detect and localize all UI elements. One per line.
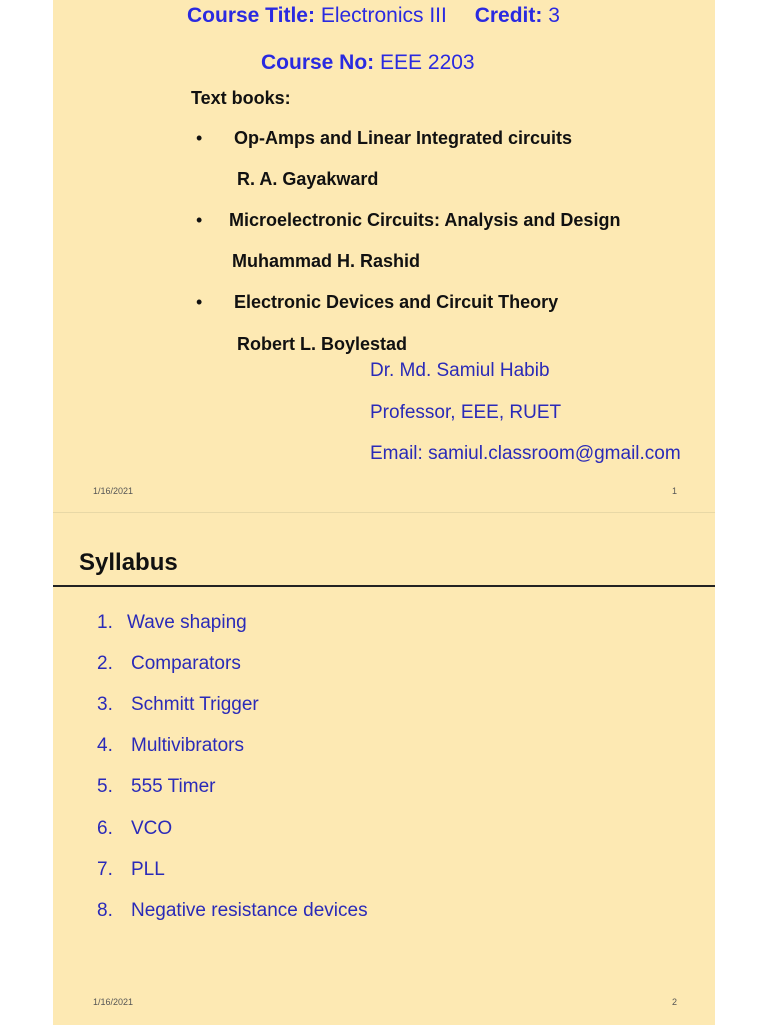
course-title-value: Electronics III [320,4,447,27]
footer-date: 1/16/2021 [93,486,134,496]
syllabus-item [97,735,244,757]
bullet-icon: • [196,292,203,312]
textbook-title: Op-Amps and Linear Integrated circuits [234,128,573,148]
syllabus-item [97,653,241,675]
item-number: 5. [97,776,113,797]
heading-divider [53,585,715,587]
footer-page-number: 1 [671,486,677,496]
slide-1 [53,0,715,512]
syllabus-item [97,818,172,840]
item-text: Negative resistance devices [131,900,368,921]
textbooks-heading: Text books: [191,88,291,108]
item-text: 555 Timer [131,776,216,797]
syllabus-item [97,694,259,716]
item-number: 4. [97,735,113,756]
instructor-name: Dr. Md. Samiul Habib [370,360,550,381]
bullet-icon: • [196,128,203,148]
item-number: 2. [97,653,113,674]
item-text: Multivibrators [131,735,244,756]
course-title-line [187,4,560,28]
syllabus-item [97,612,247,634]
course-no-line [261,51,475,75]
textbook-title: Electronic Devices and Circuit Theory [234,292,559,312]
item-text: PLL [131,859,165,880]
credit-value: 3 [548,4,560,27]
course-no-label: Course No: [261,51,375,74]
item-text: Wave shaping [127,612,247,633]
item-number: 3. [97,694,113,715]
item-text: VCO [131,818,173,839]
textbook-author: Robert L. Boylestad [237,334,408,354]
course-title-label: Course Title: [187,4,315,27]
syllabus-item [97,859,165,881]
footer-page-number: 2 [671,997,677,1007]
item-text: Schmitt Trigger [131,694,259,715]
credit-group [475,4,560,27]
slide-2 [53,512,715,1025]
instructor-title: Professor, EEE, RUET [370,402,562,423]
textbook-author: Muhammad H. Rashid [232,251,421,271]
syllabus-heading: Syllabus [79,549,178,576]
syllabus-item [97,776,215,798]
item-text: Comparators [131,653,241,674]
item-number: 6. [97,818,113,839]
credit-label: Credit: [474,4,543,27]
item-number: 1. [97,612,113,633]
footer-date: 1/16/2021 [93,997,134,1007]
textbook-author: R. A. Gayakward [237,169,379,189]
syllabus-item [97,900,368,922]
item-number: 8. [97,900,113,921]
textbook-title: Microelectronic Circuits: Analysis and Design [229,210,621,230]
item-number: 7. [97,859,113,880]
course-no-value: EEE 2203 [380,51,475,74]
instructor-email: Email: samiul.classroom@gmail.com [370,443,681,464]
bullet-icon: • [196,210,203,230]
